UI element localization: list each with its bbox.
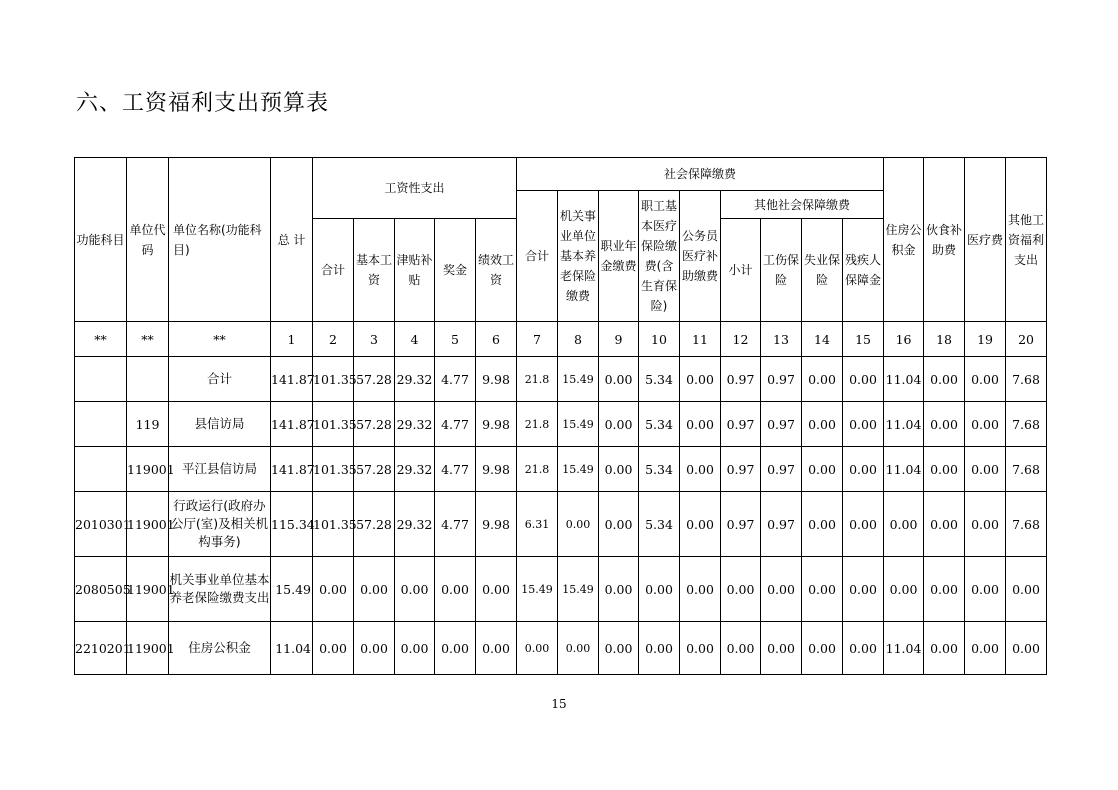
- value-cell: 141.87: [271, 447, 313, 492]
- value-cell: 29.32: [395, 357, 435, 402]
- value-cell: 0.97: [761, 447, 802, 492]
- value-cell: 5.34: [639, 492, 680, 557]
- value-cell: 0.97: [761, 492, 802, 557]
- value-cell: 0.00: [965, 402, 1006, 447]
- value-cell: 9.98: [476, 492, 517, 557]
- value-cell: 0.97: [721, 357, 761, 402]
- index-cell: 19: [965, 322, 1006, 357]
- value-cell: 29.32: [395, 492, 435, 557]
- value-cell: 15.49: [558, 357, 599, 402]
- func-subject-cell: 2210201: [75, 622, 127, 675]
- value-cell: 0.00: [558, 492, 599, 557]
- table-row: [75, 402, 1047, 447]
- unit-code-cell: [127, 357, 169, 402]
- value-cell: 101.35: [313, 402, 354, 447]
- unit-name-cell: 行政运行(政府办公厅(室)及相关机构事务): [169, 492, 271, 557]
- value-cell: 6.31: [517, 492, 558, 557]
- value-cell: 15.49: [517, 557, 558, 622]
- value-cell: 0.00: [354, 557, 395, 622]
- index-cell: 15: [843, 322, 884, 357]
- value-cell: 0.00: [639, 622, 680, 675]
- header-allowance: 津贴补贴: [395, 219, 435, 322]
- value-cell: 5.34: [639, 447, 680, 492]
- value-cell: 7.68: [1006, 492, 1047, 557]
- index-cell: 6: [476, 322, 517, 357]
- value-cell: 0.00: [924, 357, 965, 402]
- table-row: [75, 622, 1047, 675]
- unit-name-cell: 合计: [169, 357, 271, 402]
- value-cell: 0.00: [435, 557, 476, 622]
- value-cell: 0.00: [680, 357, 721, 402]
- index-cell: **: [127, 322, 169, 357]
- value-cell: 0.00: [965, 447, 1006, 492]
- index-cell: 14: [802, 322, 843, 357]
- value-cell: 0.00: [599, 622, 639, 675]
- value-cell: 0.00: [843, 557, 884, 622]
- index-cell: 8: [558, 322, 599, 357]
- value-cell: 4.77: [435, 492, 476, 557]
- value-cell: 0.00: [924, 492, 965, 557]
- value-cell: 0.00: [761, 557, 802, 622]
- unit-code-cell: 119001: [127, 447, 169, 492]
- table-row: [75, 447, 1047, 492]
- header-meal: 伙食补助费: [924, 158, 965, 322]
- value-cell: 0.00: [965, 622, 1006, 675]
- value-cell: 4.77: [435, 447, 476, 492]
- value-cell: 0.00: [924, 622, 965, 675]
- value-cell: 0.00: [395, 557, 435, 622]
- value-cell: 0.00: [802, 557, 843, 622]
- table-index-row: [75, 322, 1047, 357]
- value-cell: 0.00: [395, 622, 435, 675]
- value-cell: 141.87: [271, 402, 313, 447]
- unit-name-cell: 住房公积金: [169, 622, 271, 675]
- header-salary-subtotal: 合计: [313, 219, 354, 322]
- value-cell: 0.00: [599, 557, 639, 622]
- unit-name-cell: 平江县信访局: [169, 447, 271, 492]
- value-cell: 0.00: [721, 557, 761, 622]
- value-cell: 0.00: [517, 622, 558, 675]
- value-cell: 0.00: [802, 492, 843, 557]
- header-bonus: 奖金: [435, 219, 476, 322]
- index-cell: 13: [761, 322, 802, 357]
- header-unemployment: 失业保险: [802, 219, 843, 322]
- value-cell: 5.34: [639, 357, 680, 402]
- value-cell: 0.97: [721, 447, 761, 492]
- value-cell: 141.87: [271, 357, 313, 402]
- header-social-group: 社会保障缴费: [517, 158, 884, 191]
- value-cell: 0.00: [843, 447, 884, 492]
- value-cell: 15.49: [271, 557, 313, 622]
- header-injury: 工伤保险: [761, 219, 802, 322]
- unit-name-cell: 机关事业单位基本养老保险缴费支出: [169, 557, 271, 622]
- func-subject-cell: [75, 402, 127, 447]
- value-cell: 11.04: [884, 402, 924, 447]
- header-medical-fee: 医疗费: [965, 158, 1006, 322]
- value-cell: 0.00: [639, 557, 680, 622]
- value-cell: 4.77: [435, 402, 476, 447]
- header-other-social-group: 其他社会保障缴费: [721, 191, 884, 219]
- value-cell: 11.04: [884, 622, 924, 675]
- header-housing: 住房公积金: [884, 158, 924, 322]
- header-civil-medical: 公务员医疗补助缴费: [680, 191, 721, 322]
- value-cell: 0.00: [843, 402, 884, 447]
- value-cell: 0.97: [761, 402, 802, 447]
- index-cell: 5: [435, 322, 476, 357]
- value-cell: 15.49: [558, 557, 599, 622]
- header-salary-group: 工资性支出: [313, 158, 517, 219]
- header-func-subject: 功能科目: [75, 158, 127, 322]
- value-cell: 0.00: [802, 622, 843, 675]
- value-cell: 0.00: [843, 492, 884, 557]
- value-cell: 0.00: [680, 557, 721, 622]
- index-cell: 9: [599, 322, 639, 357]
- value-cell: 0.00: [680, 622, 721, 675]
- value-cell: 21.8: [517, 357, 558, 402]
- value-cell: 57.28: [354, 447, 395, 492]
- func-subject-cell: 2080505: [75, 557, 127, 622]
- value-cell: 0.00: [884, 557, 924, 622]
- value-cell: 0.00: [599, 357, 639, 402]
- header-pension: 机关事业单位基本养老保险缴费: [558, 191, 599, 322]
- index-cell: 12: [721, 322, 761, 357]
- value-cell: 0.00: [843, 622, 884, 675]
- header-performance: 绩效工资: [476, 219, 517, 322]
- value-cell: 7.68: [1006, 357, 1047, 402]
- value-cell: 0.00: [802, 447, 843, 492]
- value-cell: 0.00: [802, 357, 843, 402]
- value-cell: 0.97: [721, 492, 761, 557]
- header-other-subtotal: 小计: [721, 219, 761, 322]
- value-cell: 0.00: [721, 622, 761, 675]
- value-cell: 0.00: [1006, 622, 1047, 675]
- header-basic-salary: 基本工资: [354, 219, 395, 322]
- index-cell: 4: [395, 322, 435, 357]
- salary-welfare-budget-table: [74, 157, 1047, 675]
- value-cell: 15.49: [558, 447, 599, 492]
- func-subject-cell: 2010301: [75, 492, 127, 557]
- value-cell: 11.04: [271, 622, 313, 675]
- header-social-subtotal: 合计: [517, 191, 558, 322]
- value-cell: 57.28: [354, 492, 395, 557]
- table-row: [75, 357, 1047, 402]
- value-cell: 0.00: [599, 402, 639, 447]
- header-other-welfare: 其他工资福利支出: [1006, 158, 1047, 322]
- unit-name-cell: 县信访局: [169, 402, 271, 447]
- func-subject-cell: [75, 357, 127, 402]
- value-cell: 0.00: [476, 557, 517, 622]
- header-total: 总 计: [271, 158, 313, 322]
- value-cell: 57.28: [354, 402, 395, 447]
- value-cell: 0.00: [761, 622, 802, 675]
- unit-code-cell: 119: [127, 402, 169, 447]
- index-cell: 18: [924, 322, 965, 357]
- value-cell: 0.00: [599, 492, 639, 557]
- value-cell: 0.00: [965, 557, 1006, 622]
- value-cell: 7.68: [1006, 402, 1047, 447]
- header-unit-code: 单位代码: [127, 158, 169, 322]
- value-cell: 0.97: [761, 357, 802, 402]
- value-cell: 0.00: [680, 447, 721, 492]
- page-number: 15: [551, 697, 567, 711]
- value-cell: 0.97: [721, 402, 761, 447]
- value-cell: 57.28: [354, 357, 395, 402]
- index-cell: 2: [313, 322, 354, 357]
- value-cell: 101.35: [313, 447, 354, 492]
- value-cell: 11.04: [884, 447, 924, 492]
- value-cell: 9.98: [476, 402, 517, 447]
- value-cell: 0.00: [884, 492, 924, 557]
- index-cell: 3: [354, 322, 395, 357]
- index-cell: 1: [271, 322, 313, 357]
- index-cell: **: [169, 322, 271, 357]
- value-cell: 29.32: [395, 402, 435, 447]
- value-cell: 0.00: [680, 402, 721, 447]
- value-cell: 15.49: [558, 402, 599, 447]
- value-cell: 9.98: [476, 357, 517, 402]
- value-cell: 0.00: [965, 357, 1006, 402]
- value-cell: 0.00: [313, 622, 354, 675]
- value-cell: 11.04: [884, 357, 924, 402]
- value-cell: 7.68: [1006, 447, 1047, 492]
- value-cell: 0.00: [843, 357, 884, 402]
- value-cell: 0.00: [680, 492, 721, 557]
- value-cell: 0.00: [1006, 557, 1047, 622]
- value-cell: 0.00: [476, 622, 517, 675]
- value-cell: 101.35: [313, 492, 354, 557]
- table-row: [75, 557, 1047, 622]
- func-subject-cell: [75, 447, 127, 492]
- value-cell: 0.00: [924, 557, 965, 622]
- header-unit-name: 单位名称(功能科目): [169, 158, 271, 322]
- unit-code-cell: 119001: [127, 622, 169, 675]
- value-cell: 115.34: [271, 492, 313, 557]
- value-cell: 9.98: [476, 447, 517, 492]
- header-annuity: 职业年金缴费: [599, 191, 639, 322]
- value-cell: 0.00: [965, 492, 1006, 557]
- index-cell: 7: [517, 322, 558, 357]
- value-cell: 0.00: [435, 622, 476, 675]
- value-cell: 0.00: [354, 622, 395, 675]
- header-medical-insurance: 职工基本医疗保险缴费(含生育保险): [639, 191, 680, 322]
- value-cell: 0.00: [802, 402, 843, 447]
- value-cell: 21.8: [517, 402, 558, 447]
- index-cell: 20: [1006, 322, 1047, 357]
- value-cell: 21.8: [517, 447, 558, 492]
- value-cell: 0.00: [924, 447, 965, 492]
- value-cell: 0.00: [924, 402, 965, 447]
- unit-code-cell: 119001: [127, 557, 169, 622]
- index-cell: **: [75, 322, 127, 357]
- index-cell: 10: [639, 322, 680, 357]
- table-row: [75, 492, 1047, 557]
- value-cell: 0.00: [313, 557, 354, 622]
- value-cell: 4.77: [435, 357, 476, 402]
- value-cell: 0.00: [599, 447, 639, 492]
- value-cell: 5.34: [639, 402, 680, 447]
- header-disabled: 残疾人保障金: [843, 219, 884, 322]
- value-cell: 0.00: [558, 622, 599, 675]
- value-cell: 29.32: [395, 447, 435, 492]
- unit-code-cell: 119001: [127, 492, 169, 557]
- page-title: 六、工资福利支出预算表: [76, 91, 330, 116]
- value-cell: 101.35: [313, 357, 354, 402]
- index-cell: 16: [884, 322, 924, 357]
- index-cell: 11: [680, 322, 721, 357]
